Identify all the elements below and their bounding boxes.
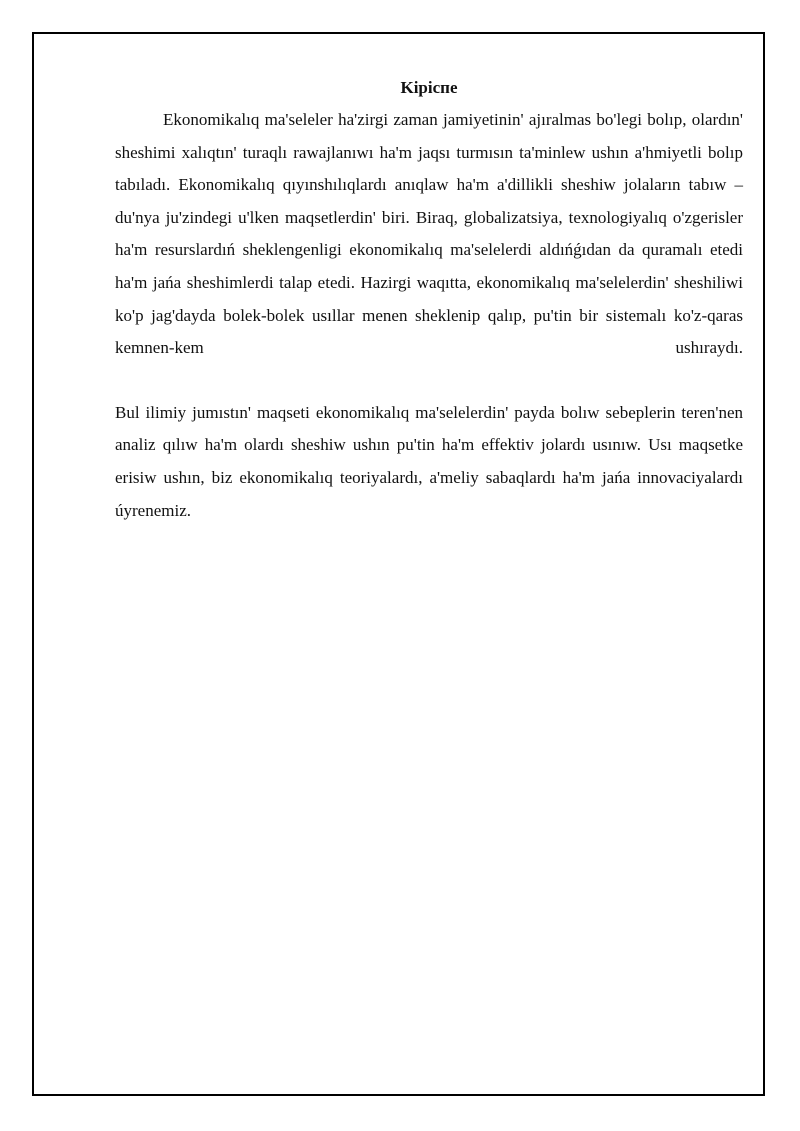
document-body (115, 72, 743, 527)
paragraph-intro: Ekonomikalıq ma'seleler ha'zirgi zaman jamiyetinin' ajıralmas bo'legi bolıp, olardın' sheshimi xalıqtın' turaqlı rawajlanıwı ha'm jaqsı turmısın ta'minlew ushın a'hmiyetli bolıp tabıladı. Ekonomikalıq qıyınshılıqlardı anıqlaw ha'm a'dillikli sheshiw jolaların tabıw – du'nya ju'zindegi u'lken maqsetlerdin' biri. Biraq, globalizatsiya, texnologiyalıq o'zgerisler ha'm resurslardıń sheklengenligi ekonomikalıq ma'selelerdi aldıńǵıdan da quramalı etedi ha'm jańa sheshimlerdi talap etedi. Hazirgi waqıtta, ekonomikalıq ma'selelerdin' sheshiliwi ko'p jag'dayda bolek-bolek usıllar menen sheklenip qalıp, pu'tin bir sistemalı ko'z-qaras kemnen-kem ushıraydı. (115, 110, 743, 358)
document-title: Kipicпe (400, 78, 458, 97)
paragraph-goal: Bul ilimiy jumıstın' maqseti ekonomikalıq ma'selelerdin' payda bolıw sebeplerin teren'nen analiz qılıw ha'm olardı sheshiw ushın pu'tin ha'm effektiv jolardı usınıw. Usı maqsetke erisiw ushın, biz ekonomikalıq teoriyalardı, a'meliy sabaqlardı ha'm jańa innovaciyalardı úyrenemiz. (115, 402, 743, 520)
